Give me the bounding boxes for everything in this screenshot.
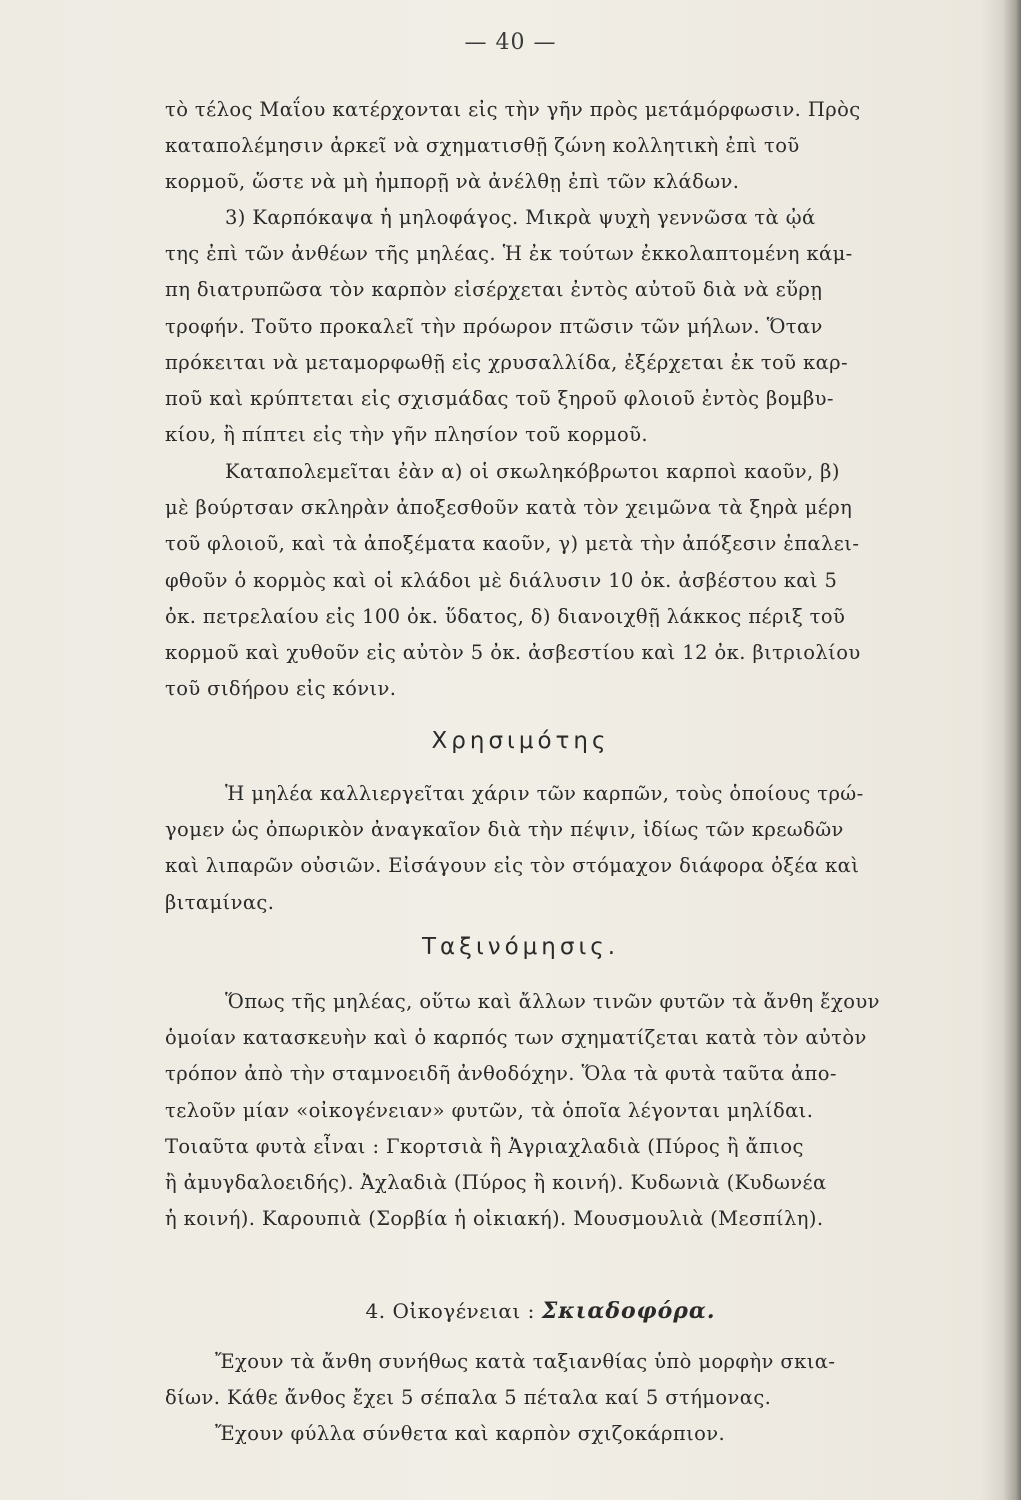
paragraph-4: [165, 776, 1010, 921]
paragraph-6: [165, 1344, 1010, 1453]
text-line: Ὅπως τῆς μηλέας, οὕτω καὶ ἄλλων τινῶν φυτῶν τὰ ἄνθη ἔχουν: [225, 990, 880, 1013]
text-line: Καταπολεμεῖται ἐὰν α) οἱ σκωληκόβρωτοι καρποὶ καοῦν, β): [225, 460, 840, 483]
paragraph-2: [165, 200, 1010, 453]
text-line: Ἔχουν τὰ ἄνθη συνήθως κατὰ ταξιανθίας ὑπὸ μορφὴν σκια-: [215, 1350, 836, 1373]
text-line: κορμοῦ, ὥστε νὰ μὴ ἠμπορῇ νὰ ἀνέλθῃ ἐπὶ τῶν κλάδων.: [165, 170, 740, 194]
text-line: δίων. Κάθε ἄνθος ἔχει 5 σέπαλα 5 πέταλα καί 5 στήμονας.: [165, 1386, 772, 1410]
paragraph-5: [165, 984, 1010, 1237]
text-line: Τοιαῦτα φυτὰ εἶναι : Γκορτσιὰ ἢ Ἀγριαχλαδιὰ (Πύρος ἢ ἄπιος: [165, 1134, 804, 1158]
text-line: ἡ κοινή). Καρουπιὰ (Σορβία ἡ οἰκιακή). Μουσμουλιὰ (Μεσπίλη).: [165, 1207, 824, 1231]
text-line: καταπολέμησιν ἀρκεῖ νὰ σχηματισθῇ ζώνη κολλητικὴ ἐπὶ τοῦ: [165, 134, 800, 158]
text-line: τὸ τέλος Μαΐου κατέρχονται εἰς τὴν γῆν πρὸς μετάμόρφωσιν. Πρὸς: [165, 98, 861, 121]
paragraph-3: [165, 454, 1010, 707]
paragraph-1: [165, 92, 1010, 201]
text-line: τοῦ φλοιοῦ, καὶ τὰ ἀποξέματα καοῦν, γ) μετὰ τὴν ἀπόξεσιν ἐπαλει-: [165, 532, 860, 556]
text-line: κίου, ἢ πίπτει εἰς τὴν γῆν πλησίον τοῦ κορμοῦ.: [165, 423, 648, 447]
text-line: φθοῦν ὁ κορμὸς καὶ οἱ κλάδοι μὲ διάλυσιν 10 ὀκ. ἀσβέστου καὶ 5: [165, 568, 838, 592]
text-line: Ἡ μηλέα καλλιεργεῖται χάριν τῶν καρπῶν, τοὺς ὁποίους τρώ-: [225, 782, 864, 805]
text-line: 3) Καρπόκαψα ἡ μηλοφάγος. Μικρὰ ψυχὴ γεννῶσα τὰ ᾠά: [225, 206, 816, 229]
text-line: πη διατρυπῶσα τὸν καρπὸν εἰσέρχεται ἐντὸς αὐτοῦ διὰ νὰ εὕρῃ: [165, 278, 823, 302]
family-heading-prefix: 4. Οἰκογένειαι :: [365, 1299, 535, 1323]
text-line: βιταμίνας.: [165, 890, 275, 914]
family-heading: [0, 1298, 1021, 1324]
text-line: ποῦ καὶ κρύπτεται εἰς σχισμάδας τοῦ ξηροῦ φλοιοῦ ἐντὸς βομβυ-: [165, 386, 834, 410]
text-line: καὶ λιπαρῶν οὐσιῶν. Εἰσάγουν εἰς τὸν στόμαχον διάφορα ὀξέα καὶ: [165, 854, 860, 878]
page-number: — 40 —: [464, 30, 557, 55]
text-line: τοῦ σιδήρου εἰς κόνιν.: [165, 677, 397, 701]
text-line: ὁμοίαν κατασκευὴν καὶ ὁ καρπός των σχηματίζεται κατὰ τὸν αὐτὸν: [165, 1026, 867, 1050]
section-heading-classification: Ταξινόμησις.: [421, 934, 620, 960]
text-line: τροφήν. Τοῦτο προκαλεῖ τὴν πρόωρον πτῶσιν τῶν μήλων. Ὅταν: [165, 314, 823, 338]
section-heading-usefulness: Χρησιμότης: [431, 728, 610, 754]
text-line: της ἐπὶ τῶν ἀνθέων τῆς μηλέας. Ἡ ἐκ τούτων ἐκκολαπτομένη κάμ-: [165, 242, 853, 266]
text-line: τελοῦν μίαν «οἰκογένειαν» φυτῶν, τὰ ὁποῖα λέγονται μηλίδαι.: [165, 1098, 814, 1122]
text-line: Ἔχουν φύλλα σύνθετα καὶ καρπὸν σχιζοκάρπιον.: [215, 1422, 726, 1446]
text-line: ἢ ἀμυγδαλοειδής). Ἀχλαδιὰ (Πύρος ἢ κοινή). Κυδωνιὰ (Κυδωνέα: [165, 1170, 827, 1194]
text-line: πρόκειται νὰ μεταμορφωθῇ εἰς χρυσαλλίδα, ἐξέρχεται ἐκ τοῦ καρ-: [165, 350, 849, 374]
text-line: ὀκ. πετρελαίου εἰς 100 ὀκ. ὕδατος, δ) διανοιχθῇ λάκκος πέριξ τοῦ: [165, 604, 846, 628]
family-heading-name: Σκιαδοφόρα.: [541, 1298, 716, 1324]
text-line: μὲ βούρτσαν σκληρὰν ἀποξεσθοῦν κατὰ τὸν χειμῶνα τὰ ξηρὰ μέρη: [165, 496, 853, 520]
text-line: κορμοῦ καὶ χυθοῦν εἰς αὐτὸν 5 ὀκ. ἀσβεστίου καὶ 12 ὀκ. βιτριολίου: [165, 640, 861, 664]
text-line: τρόπον ἀπὸ τὴν σταμνοειδῆ ἀνθοδόχην. Ὅλα τὰ φυτὰ ταῦτα ἀπο-: [165, 1062, 837, 1086]
text-line: γομεν ὡς ὀπωρικὸν ἀναγκαῖον διὰ τὴν πέψιν, ἰδίως τῶν κρεωδῶν: [165, 818, 844, 842]
